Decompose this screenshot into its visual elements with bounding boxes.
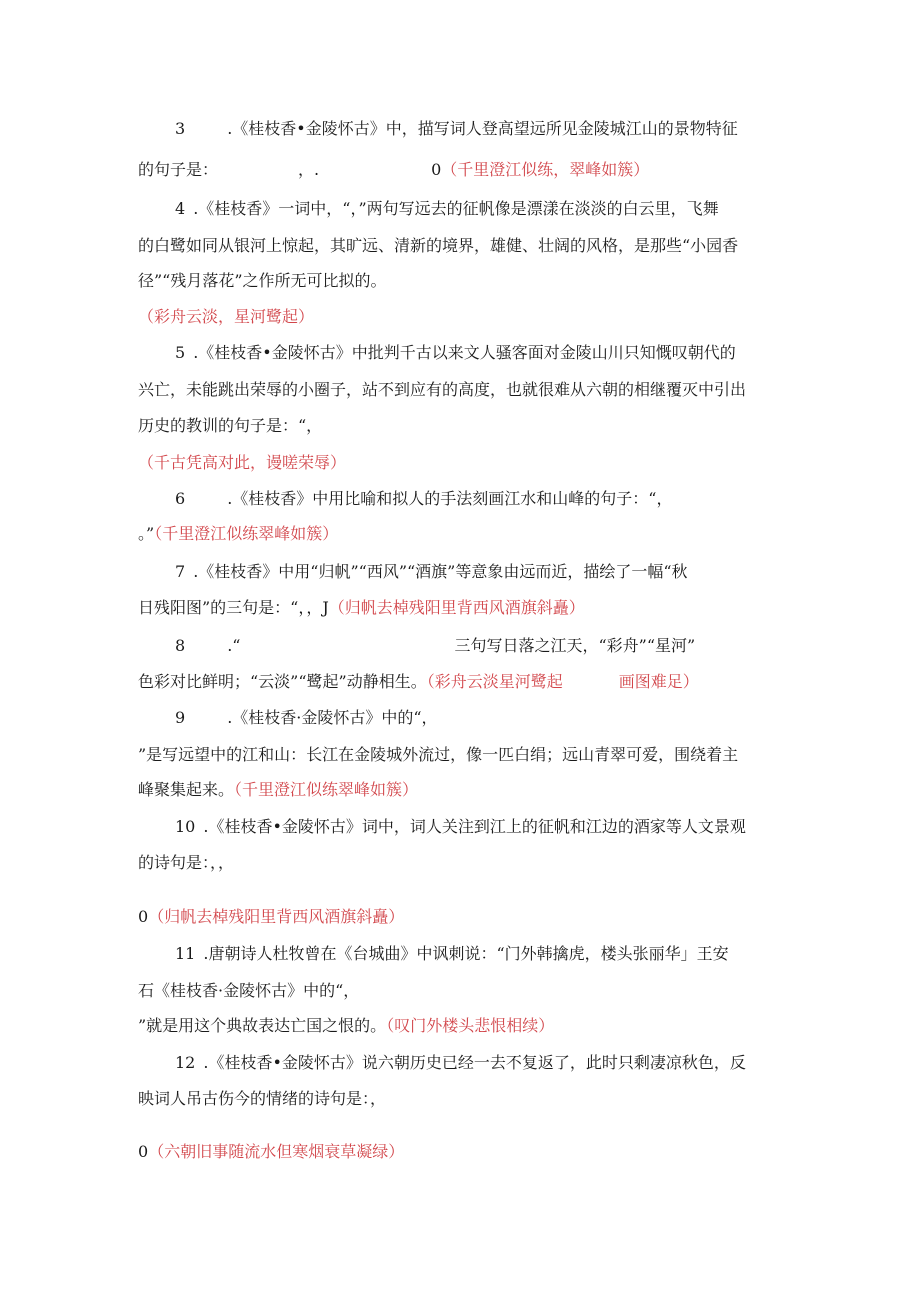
question-number: 7 <box>175 562 186 581</box>
question-12-line-2 <box>138 1087 386 1111</box>
blank-marker: 0 <box>431 160 442 179</box>
question-text: .《桂枝香•金陵怀古》中，描写词人登高望远所见金陵城江山的景物特征 <box>227 119 738 138</box>
question-text: 石《桂枝香·金陵怀古》中的“， <box>138 981 360 1000</box>
question-text: 的白鹭如同从银河上惊起，其旷远、清新的境界，雄健、壮阔的风格，是那些“小园香 <box>138 236 739 255</box>
question-10-line-2 <box>138 851 234 875</box>
question-text: 的句子是： <box>138 160 219 179</box>
question-number: 3 <box>175 119 186 138</box>
question-text: 兴亡，未能跳出荣辱的小圈子，站不到应有的高度，也就很难从六朝的相继覆灭中引出 <box>138 380 747 399</box>
answer: （千古凭高对此，谩嗟荣辱） <box>138 453 347 472</box>
answer: （六朝旧事随流水但寒烟衰草凝绿） <box>148 1142 405 1161</box>
question-11-line-1 <box>175 942 729 966</box>
question-number: 12 <box>175 1053 196 1072</box>
question-text: .唐朝诗人杜牧曾在《台城曲》中讽刺说：“门外韩擒虎，楼头张丽华」王安 <box>203 944 729 963</box>
question-text: 色彩对比鲜明；“云淡”“鹭起”动静相生。 <box>138 672 427 691</box>
answer: （千里澄江似练，翠峰如簇） <box>441 160 650 179</box>
question-6-line-2 <box>138 522 338 546</box>
question-text: .《桂枝香》中用比喻和拟人的手法刻画江水和山峰的句子：“， <box>227 489 673 508</box>
question-6-line-1 <box>175 487 672 511</box>
question-9-line-2 <box>138 743 738 767</box>
question-11-line-2 <box>138 979 359 1003</box>
question-text: .《桂枝香》中用“归帆”“西风”“酒旗”等意象由远而近，描绘了一幅“秋 <box>193 562 688 581</box>
question-text: .《桂枝香•金陵怀古》中批判千古以来文人骚客面对金陵山川只知慨叹朝代的 <box>193 343 736 362</box>
answer: （彩舟云淡，星河鹭起） <box>138 307 315 326</box>
question-text: 的诗句是：，， <box>138 853 235 872</box>
question-3-line-2 <box>138 158 649 182</box>
question-9-line-3 <box>138 778 418 802</box>
question-text: .《桂枝香·金陵怀古》中的“， <box>227 708 438 727</box>
question-5-line-3 <box>138 414 322 438</box>
answer: （归帆去棹残阳里背西风酒旗斜矗） <box>148 907 405 926</box>
question-text: .《桂枝香》一词中，“，”两句写远去的征帆像是漂漾在淡淡的白云里，飞舞 <box>193 199 719 218</box>
answer: （彩舟云淡星河鹭起 <box>426 672 563 691</box>
question-text: ”是写远望中的江和山：长江在金陵城外流过，像一匹白绢；远山青翠可爱，围绕着主 <box>138 745 739 764</box>
question-4-line-1 <box>175 197 719 221</box>
question-number: 9 <box>175 708 186 727</box>
blank-marker: 0 <box>138 907 149 926</box>
question-5-line-2 <box>138 378 746 402</box>
question-text: 。” <box>138 524 155 543</box>
question-number: 6 <box>175 489 186 508</box>
question-10-answer-line <box>138 905 404 929</box>
question-10-line-1 <box>175 815 746 839</box>
question-text: ”就是用这个典故表达亡国之恨的。 <box>138 1016 387 1035</box>
blank-separator: ，. <box>298 160 320 179</box>
question-number: 8 <box>175 636 186 655</box>
question-7-line-1 <box>175 560 688 584</box>
question-text: 峰聚集起来。 <box>138 780 235 799</box>
question-number: 11 <box>175 944 196 963</box>
question-4-line-3 <box>138 269 387 293</box>
question-5-line-1 <box>175 341 736 365</box>
question-number: 4 <box>175 199 186 218</box>
question-12-answer-line <box>138 1140 404 1164</box>
question-8-line-2 <box>138 670 699 694</box>
question-number: 10 <box>175 817 196 836</box>
question-text: 三句写日落之江天，“彩舟”“星河” <box>454 636 696 655</box>
question-5-answer-line <box>138 451 346 475</box>
answer-continued: 画图难足） <box>618 672 699 691</box>
question-7-line-2 <box>138 596 585 620</box>
blank-marker: 0 <box>138 1142 149 1161</box>
question-12-line-1 <box>175 1051 746 1075</box>
question-text: 径”“残月落花”之作所无可比拟的。 <box>138 271 387 290</box>
question-11-line-3 <box>138 1014 554 1038</box>
question-text: 历史的教训的句子是：“， <box>138 416 323 435</box>
question-4-answer-line <box>138 305 314 329</box>
question-text: .《桂枝香•金陵怀古》说六朝历史已经一去不复返了，此时只剩凄凉秋色，反 <box>203 1053 746 1072</box>
question-text: .《桂枝香•金陵怀古》词中，词人关注到江上的征帆和江边的酒家等人文景观 <box>203 817 746 836</box>
answer: （千里澄江似练翠峰如簇） <box>234 780 419 799</box>
answer: （归帆去棹残阳里背西风酒旗斜矗） <box>328 598 585 617</box>
answer: （叹门外楼头悲恨相续） <box>386 1016 555 1035</box>
question-text: .“ <box>227 636 241 655</box>
answer: （千里澄江似练翠峰如簇） <box>154 524 339 543</box>
question-3-line-1 <box>175 117 738 141</box>
question-8-line-1 <box>175 634 695 658</box>
question-9-line-1 <box>175 706 438 730</box>
question-4-line-2 <box>138 234 738 258</box>
question-number: 5 <box>175 343 186 362</box>
question-text: 映词人吊古伤今的情绪的诗句是：， <box>138 1089 387 1108</box>
question-text: 日残阳图”的三句是：“，，J <box>138 598 329 617</box>
